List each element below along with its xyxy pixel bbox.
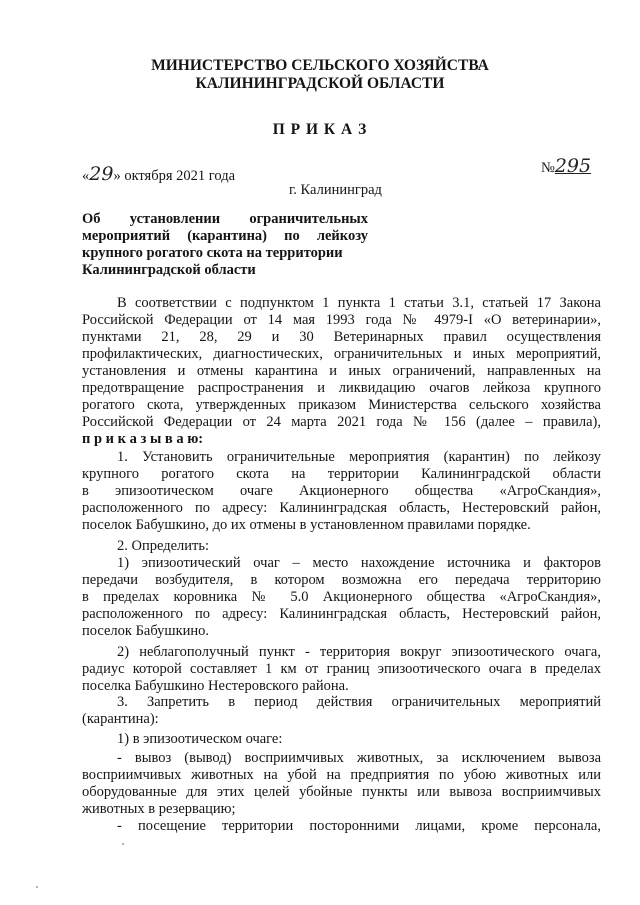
order-number (541, 155, 592, 177)
title-word: ограничительных (249, 211, 368, 227)
title-line-3: крупного рогатого скота на территории (82, 245, 343, 261)
body-line: животных в резервацию; (82, 801, 236, 817)
body-line: (карантина): (82, 711, 159, 727)
body-line: восприимчивых животных на убой на предприятия по убою животных или (82, 767, 601, 783)
body-line: 1) эпизоотический очаг – место нахождение источника и факторов (117, 555, 601, 571)
body-line: Российской Федерации от 24 марта 2021 года № 156 (далее – правила), (82, 414, 601, 430)
date-month-year: » октября 2021 года (113, 168, 236, 184)
city-name: г. Калининград (289, 182, 382, 198)
title-line-2 (82, 228, 368, 245)
body-line: расположенного по адресу: Калининградская область, Нестеровский район, (82, 606, 601, 622)
body-line: радиус которой составляет 1 км от границ эпизоотического очага в пределах (82, 661, 601, 677)
body-line: 1. Установить ограничительные мероприятия (карантин) по лейкозу (117, 449, 601, 465)
title-word: (карантина) (187, 228, 267, 244)
title-word: лейкозу (316, 228, 368, 244)
body-line: Российской Федерации от 14 мая 1993 года № 4979-I «О ветеринарии», (82, 312, 601, 328)
body-line: 1) в эпизоотическом очаге: (117, 731, 283, 747)
title-word: мероприятий (82, 228, 171, 244)
ministry-name-line1: МИНИСТЕРСТВО СЕЛЬСКОГО ХОЗЯЙСТВА (151, 57, 489, 74)
body-line: поселок Бабушкино, до их отмены в установленном правилами порядке. (82, 517, 531, 533)
title-word: по (284, 228, 300, 244)
body-line: в пределах коровника № 5.0 Акционерного общества «АгроСкандия», (82, 589, 601, 605)
body-line: поселка Бабушкино Нестеровского района. (82, 678, 349, 694)
body-line: предотвращение распространения и ликвидацию очагов лейкоза крупного (82, 380, 601, 396)
date-day-handwritten: 29 (89, 163, 114, 185)
scan-speck (36, 886, 38, 888)
body-line: 2. Определить: (117, 538, 210, 554)
body-line: В соответствии с подпунктом 1 пункта 1 статьи 3.1, статьей 17 Закона (117, 295, 601, 311)
body-line: 2) неблагополучный пункт - территория вокруг эпизоотического очага, (117, 644, 601, 660)
body-line: профилактических, диагностических, ограничительных и иных мероприятий, (82, 346, 601, 362)
ministry-name-line2: КАЛИНИНГРАДСКОЙ ОБЛАСТИ (195, 75, 445, 92)
document-type-title: П Р И К А З (272, 121, 368, 138)
title-line-1 (82, 211, 368, 228)
body-line: - посещение территории посторонними лицами, кроме персонала, (117, 818, 601, 834)
order-verb: п р и к а з ы в а ю: (82, 431, 204, 447)
scan-speck (122, 843, 124, 845)
body-line: - вывоз (вывод) восприимчивых животных, за исключением вывоза (117, 750, 601, 766)
title-word: Об (82, 211, 101, 227)
order-number-handwritten: 295 (554, 155, 592, 177)
title-word: установлении (129, 211, 221, 227)
body-line: 3. Запретить в период действия ограничительных мероприятий (117, 694, 601, 710)
body-line: поселок Бабушкино. (82, 623, 210, 639)
date-quote-open: « (82, 168, 90, 184)
body-line: расположенного по адресу: Калининградская область, Нестеровский район, (82, 500, 601, 516)
body-line: установления и отмены карантина и иных ограничений, направленных на (82, 363, 601, 379)
number-sign: № (541, 160, 555, 176)
body-line: пунктами 21, 28, 29 и 30 Ветеринарных правил осуществления (82, 329, 601, 345)
body-line: рогатого скота, утвержденных приказом Министерства сельского хозяйства (82, 397, 601, 413)
body-line: в эпизоотическом очаге Акционерного общества «АгроСкандия», (82, 483, 601, 499)
body-line: крупного рогатого скота на территории Калининградской области (82, 466, 601, 482)
order-date (82, 163, 236, 185)
body-line: оборудованные для этих целей убойные пункты или вывоза восприимчивых (82, 784, 601, 800)
title-line-4: Калининградской области (82, 262, 256, 278)
body-line: передачи возбудителя, в котором возможна его передача территорию (82, 572, 601, 588)
